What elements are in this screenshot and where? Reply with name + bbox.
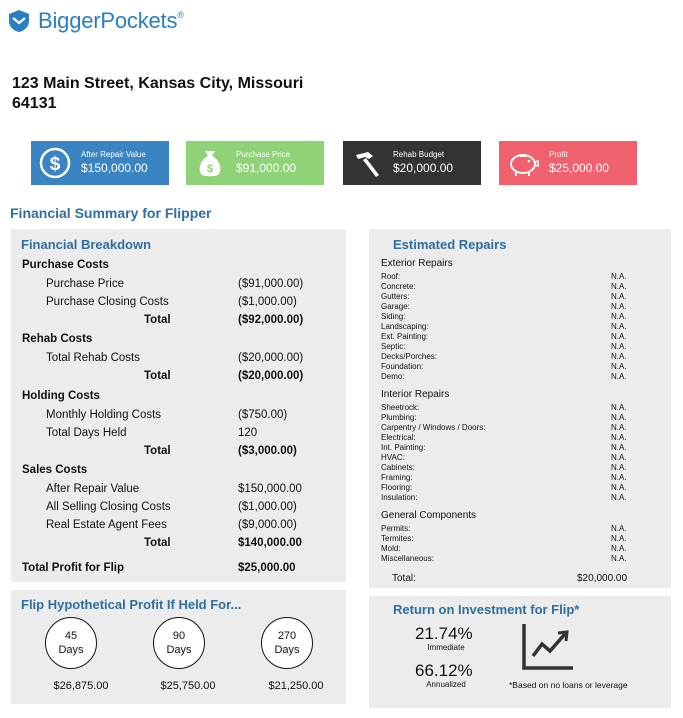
repair-value: N.A. xyxy=(611,352,627,361)
repair-item: Mold: xyxy=(381,544,401,553)
brand-logo[interactable] xyxy=(8,8,184,34)
card-label: Purchase Price xyxy=(236,150,291,159)
roi-immediate-label: Immediate xyxy=(427,643,465,652)
purchase-price-label: Purchase Price xyxy=(46,278,124,290)
repair-value: N.A. xyxy=(611,372,627,381)
monthly-holding-value: ($750.00) xyxy=(238,409,288,421)
sales-total-value: $140,000.00 xyxy=(238,537,302,549)
agent-fees-value: ($9,000.00) xyxy=(238,519,297,531)
period-profit: $21,250.00 xyxy=(268,680,324,692)
period-days-unit: Days xyxy=(166,644,192,656)
card-value: $91,000.00 xyxy=(236,161,297,175)
property-address xyxy=(12,74,372,114)
panel-title: Flip Hypothetical Profit If Held For... xyxy=(21,597,242,612)
repair-item: Septic: xyxy=(381,342,406,351)
repair-item: Plumbing: xyxy=(381,413,417,422)
repair-item: Gutters: xyxy=(381,292,410,301)
roi-panel xyxy=(369,596,671,708)
repair-value: N.A. xyxy=(611,453,627,462)
monthly-holding-label: Monthly Holding Costs xyxy=(46,409,162,421)
repair-item: Roof: xyxy=(381,272,401,281)
arv-label: After Repair Value xyxy=(46,483,140,495)
period-days-number: 45 xyxy=(64,630,78,642)
total-profit-label: Total Profit for Flip xyxy=(22,562,124,574)
rehab-value: ($20,000.00) xyxy=(238,352,304,364)
period-circle xyxy=(261,617,313,669)
repair-item: Miscellaneous: xyxy=(381,554,434,563)
repair-item: HVAC: xyxy=(381,453,405,462)
repair-group-heading: General Components xyxy=(381,510,477,521)
repair-value: N.A. xyxy=(611,302,627,311)
period-circle xyxy=(45,617,97,669)
brand-name: BiggerPockets® xyxy=(38,8,184,33)
period-days-number: 270 xyxy=(277,630,297,642)
purchase-total-value: ($92,000.00) xyxy=(238,314,304,326)
repair-value: N.A. xyxy=(611,322,627,331)
purchase-price-value: ($91,000.00) xyxy=(238,278,304,290)
holding-costs-heading: Holding Costs xyxy=(22,390,100,402)
svg-text:$: $ xyxy=(49,154,61,175)
roi-annualized-label: Annualized xyxy=(426,680,466,689)
address-line-2: 64131 xyxy=(12,95,57,112)
card-value: $20,000.00 xyxy=(393,161,454,175)
card-purchase-price xyxy=(186,141,324,185)
repair-item: Permits: xyxy=(381,524,411,533)
dollar-coin-icon xyxy=(37,145,73,181)
repair-value: N.A. xyxy=(611,473,627,482)
repair-value: N.A. xyxy=(611,332,627,341)
repair-item: Demo: xyxy=(381,372,405,381)
repair-value: N.A. xyxy=(611,493,627,502)
card-after-repair-value xyxy=(31,141,169,185)
roi-annualized-value: 66.12% xyxy=(415,661,473,680)
period-days-number: 90 xyxy=(172,630,186,642)
period-days-unit: Days xyxy=(274,644,300,656)
days-held-label: Total Days Held xyxy=(46,427,127,439)
repair-value: N.A. xyxy=(611,534,627,543)
repair-value: N.A. xyxy=(611,292,627,301)
rehab-total-label: Total xyxy=(144,370,171,382)
card-label: Profit xyxy=(549,150,568,159)
purchase-closing-label: Purchase Closing Costs xyxy=(46,296,169,308)
purchase-total-label: Total xyxy=(144,314,171,326)
repair-item: Insulation: xyxy=(381,493,418,502)
shield-logo-icon xyxy=(8,9,30,33)
address-line-1: 123 Main Street, Kansas City, Missouri xyxy=(12,75,304,92)
repair-value: N.A. xyxy=(611,524,627,533)
panel-title: Estimated Repairs xyxy=(393,237,507,252)
repair-value: N.A. xyxy=(611,342,627,351)
total-profit-value: $25,000.00 xyxy=(238,562,296,574)
repair-item: Electrical: xyxy=(381,433,416,442)
card-value: $25,000.00 xyxy=(549,161,610,175)
repair-item: Landscaping: xyxy=(381,322,429,331)
repair-value: N.A. xyxy=(611,272,627,281)
panel-title: Return on Investment for Flip* xyxy=(393,602,580,617)
card-label: After Repair Value xyxy=(81,150,146,159)
repair-value: N.A. xyxy=(611,463,627,472)
card-label: Rehab Budget xyxy=(393,150,445,159)
repair-value: N.A. xyxy=(611,282,627,291)
repair-value: N.A. xyxy=(611,443,627,452)
roi-note: *Based on no loans or leverage xyxy=(509,680,628,690)
agent-fees-label: Real Estate Agent Fees xyxy=(46,519,167,531)
repair-value: N.A. xyxy=(611,312,627,321)
repair-item: Termites: xyxy=(381,534,414,543)
selling-costs-label: All Selling Closing Costs xyxy=(46,501,171,513)
card-rehab-budget xyxy=(343,141,481,185)
repair-item: Framing: xyxy=(381,473,413,482)
holding-total-label: Total xyxy=(144,445,171,457)
repair-item: Siding: xyxy=(381,312,406,321)
repair-item: Concrete: xyxy=(381,282,416,291)
purchase-closing-value: ($1,000.00) xyxy=(238,296,297,308)
repair-value: N.A. xyxy=(611,433,627,442)
card-profit xyxy=(499,141,637,185)
repair-value: N.A. xyxy=(611,554,627,563)
repair-item: Sheetrock: xyxy=(381,403,420,412)
purchase-costs-heading: Purchase Costs xyxy=(22,259,109,271)
rehab-costs-heading: Rehab Costs xyxy=(22,333,93,345)
repair-item: Garage: xyxy=(381,302,410,311)
svg-text:$: $ xyxy=(206,163,214,175)
repair-group-heading: Exterior Repairs xyxy=(381,258,453,269)
repair-item: Flooring: xyxy=(381,483,413,492)
hypothetical-profit-panel xyxy=(11,590,346,704)
repairs-total-value: $20,000.00 xyxy=(577,573,628,584)
estimated-repairs-panel xyxy=(369,229,671,588)
repair-item: Decks/Porches: xyxy=(381,352,438,361)
repair-value: N.A. xyxy=(611,362,627,371)
hammer-icon xyxy=(349,145,385,181)
repairs-total-label: Total: xyxy=(392,573,416,584)
period-circle xyxy=(153,617,205,669)
repair-item: Carpentry / Windows / Doors: xyxy=(381,423,486,432)
roi-immediate-value: 21.74% xyxy=(415,624,473,643)
holding-total-value: ($3,000.00) xyxy=(238,445,297,457)
panel-title: Financial Breakdown xyxy=(21,237,152,252)
rehab-total-value: ($20,000.00) xyxy=(238,370,304,382)
section-title: Financial Summary for Flipper xyxy=(10,205,212,221)
period-profit: $25,750.00 xyxy=(160,680,216,692)
arv-value: $150,000.00 xyxy=(238,483,302,495)
repair-value: N.A. xyxy=(611,483,627,492)
repair-value: N.A. xyxy=(611,423,627,432)
repair-item: Cabinets: xyxy=(381,463,415,472)
days-held-value: 120 xyxy=(238,427,258,439)
repair-value: N.A. xyxy=(611,544,627,553)
sales-costs-heading: Sales Costs xyxy=(22,464,88,476)
card-value: $150,000.00 xyxy=(81,161,148,175)
rehab-label: Total Rehab Costs xyxy=(46,352,140,364)
selling-costs-value: ($1,000.00) xyxy=(238,501,297,513)
repair-item: Int. Painting: xyxy=(381,443,426,452)
repair-item: Ext. Painting: xyxy=(381,332,429,341)
repair-item: Foundation: xyxy=(381,362,424,371)
sales-total-label: Total xyxy=(144,537,171,549)
repair-group-heading: Interior Repairs xyxy=(381,389,450,400)
piggy-bank-icon xyxy=(505,145,541,181)
money-bag-icon xyxy=(192,145,228,181)
period-profit: $26,875.00 xyxy=(53,680,109,692)
financial-breakdown-panel xyxy=(11,229,346,582)
trend-chart-icon xyxy=(521,622,575,670)
period-days-unit: Days xyxy=(58,644,84,656)
repair-value: N.A. xyxy=(611,413,627,422)
repair-value: N.A. xyxy=(611,403,627,412)
